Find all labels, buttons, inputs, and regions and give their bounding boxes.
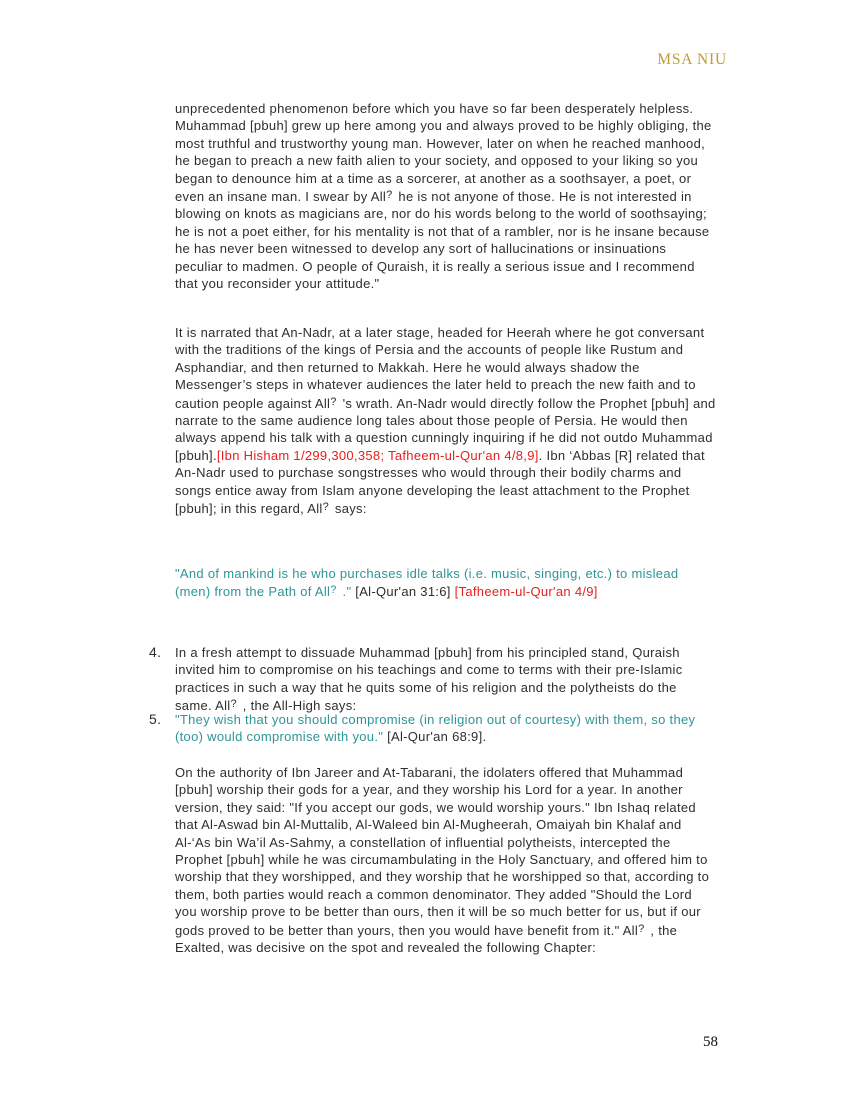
list-item-text bbox=[175, 644, 716, 715]
missing-glyph-question-mark: ? bbox=[638, 922, 645, 935]
text-segment: he is not anyone of those. He is not interested in blowing on knots as magicians are, nor do his words belong to the world of soothsaying; he is not a poet either, for his mentality is not that of a rambler, nor is he insane because he has never been witnessed to develop any sort of hallucinations or insinuations peculiar to madmen. O people of Quraish, it is really a serious issue and I recommend that you reconsider your attitude." bbox=[175, 189, 710, 292]
missing-glyph-question-mark: ? bbox=[330, 395, 337, 408]
text-segment: 's wrath. An-Nadr would directly follow the Prophet [pbuh] and narrate to the same audience long tales about those people of Persia. He would then always append his talk with a question cunningly inquiring if he did not outdo Muhammad [pbuh]. bbox=[175, 395, 716, 463]
body-paragraph-2 bbox=[175, 324, 716, 517]
missing-glyph-question-mark: ? bbox=[386, 189, 393, 202]
missing-glyph-question-mark: ? bbox=[322, 501, 329, 514]
running-header: MSA NIU bbox=[657, 51, 727, 68]
text-segment: , the Exalted, was decisive on the spot and revealed the following Chapter: bbox=[175, 922, 678, 956]
text-segment: "They wish that you should compromise (in religion out of courtesy) with them, so they (too) would compromise with you." bbox=[175, 712, 696, 745]
text-segment: [Al-Qur'an 68:9]. bbox=[387, 729, 487, 745]
list-item-number: 4. bbox=[149, 644, 162, 660]
text-segment: unprecedented phenomenon before which you have so far been desperately helpless. Muhammad [pbuh] grew up here among you and always proved to be highly obliging, the most truthful and trustworthy young man. However, later on when he reached manhood, he began to preach a new faith alien to your society, and opposed to your liking so you began to denounce him at a time as a sorcerer, at another as a soothsayer, a poet, or even an insane man. I swear by All bbox=[175, 101, 712, 205]
text-segment: "And of mankind is he who purchases idle talks (i.e. music, singing, etc.) to mislead (men) from the Path of All bbox=[175, 566, 679, 600]
missing-glyph-question-mark: ? bbox=[230, 698, 237, 711]
missing-glyph-question-mark: ? bbox=[330, 584, 337, 597]
text-segment: [Tafheem-ul-Qur'an 4/9] bbox=[454, 584, 598, 600]
quran-quote-paragraph bbox=[175, 565, 716, 601]
page-number: 58 bbox=[703, 1034, 718, 1050]
text-segment: ." bbox=[338, 584, 356, 600]
text-segment: , the All-High says: bbox=[238, 698, 357, 714]
list-item-text bbox=[175, 711, 716, 746]
text-segment: . Ibn ‘Abbas [R] related that An-Nadr used to purchase songstresses who would through their bodily charms and songs entice away from Islam anyone developing the least attachment to the Prophet [pbuh]; in this regard, All bbox=[175, 447, 705, 517]
text-segment: says: bbox=[331, 501, 367, 517]
body-paragraph-1 bbox=[175, 100, 716, 292]
text-segment: It is narrated that An-Nadr, at a later stage, headed for Heerah where he got conversant with the traditions of the kings of Persia and the accounts of people like Rustum and Asphandiar, and then returned to Makkah. Here he would always shadow the Messenger’s steps in whatever audiences the later held to preach the new faith and to caution people against All bbox=[175, 325, 705, 411]
numbered-list-item-4 bbox=[149, 644, 716, 715]
list-item-number: 5. bbox=[149, 711, 162, 727]
text-segment: In a fresh attempt to dissuade Muhammad [pbuh] from his principled stand, Quraish invited him to compromise on his teachings and come to terms with their pre-Islamic practices in such a way that he quits some of his religion and the polytheists do the same. All bbox=[175, 645, 683, 714]
text-segment: [Al-Qur'an 31:6] bbox=[355, 584, 455, 600]
numbered-list-item-5 bbox=[149, 711, 716, 746]
text-segment: [Ibn Hisham 1/299,300,358; Tafheem-ul-Qur'an 4/8,9] bbox=[216, 447, 539, 463]
body-paragraph-3 bbox=[175, 764, 716, 956]
text-segment: On the authority of Ibn Jareer and At-Tabarani, the idolaters offered that Muhammad [pbuh] worship their gods for a year, and they worship his Lord for a year. In another version, they said: "If you accept our gods, we would worship yours." Ibn Ishaq related that Al-Aswad bin Al-Muttalib, Al-Waleed bin Al-Mugheerah, Omaiyah bin Khalaf and Al-‘As bin Wa’il As-Sahmy, a constellation of influential polytheists, intercepted the Prophet [pbuh] while he was circumambulating in the Holy Sanctuary, and offered him to worship that they worshipped, and they worship that he worshipped so that, according to them, both parties would reach a common denominator. They added "Should the Lord you worship prove to be better than ours, then it will be so much better for us, but if our gods proved to be better than yours, then you would have benefit from it." All bbox=[175, 765, 710, 938]
